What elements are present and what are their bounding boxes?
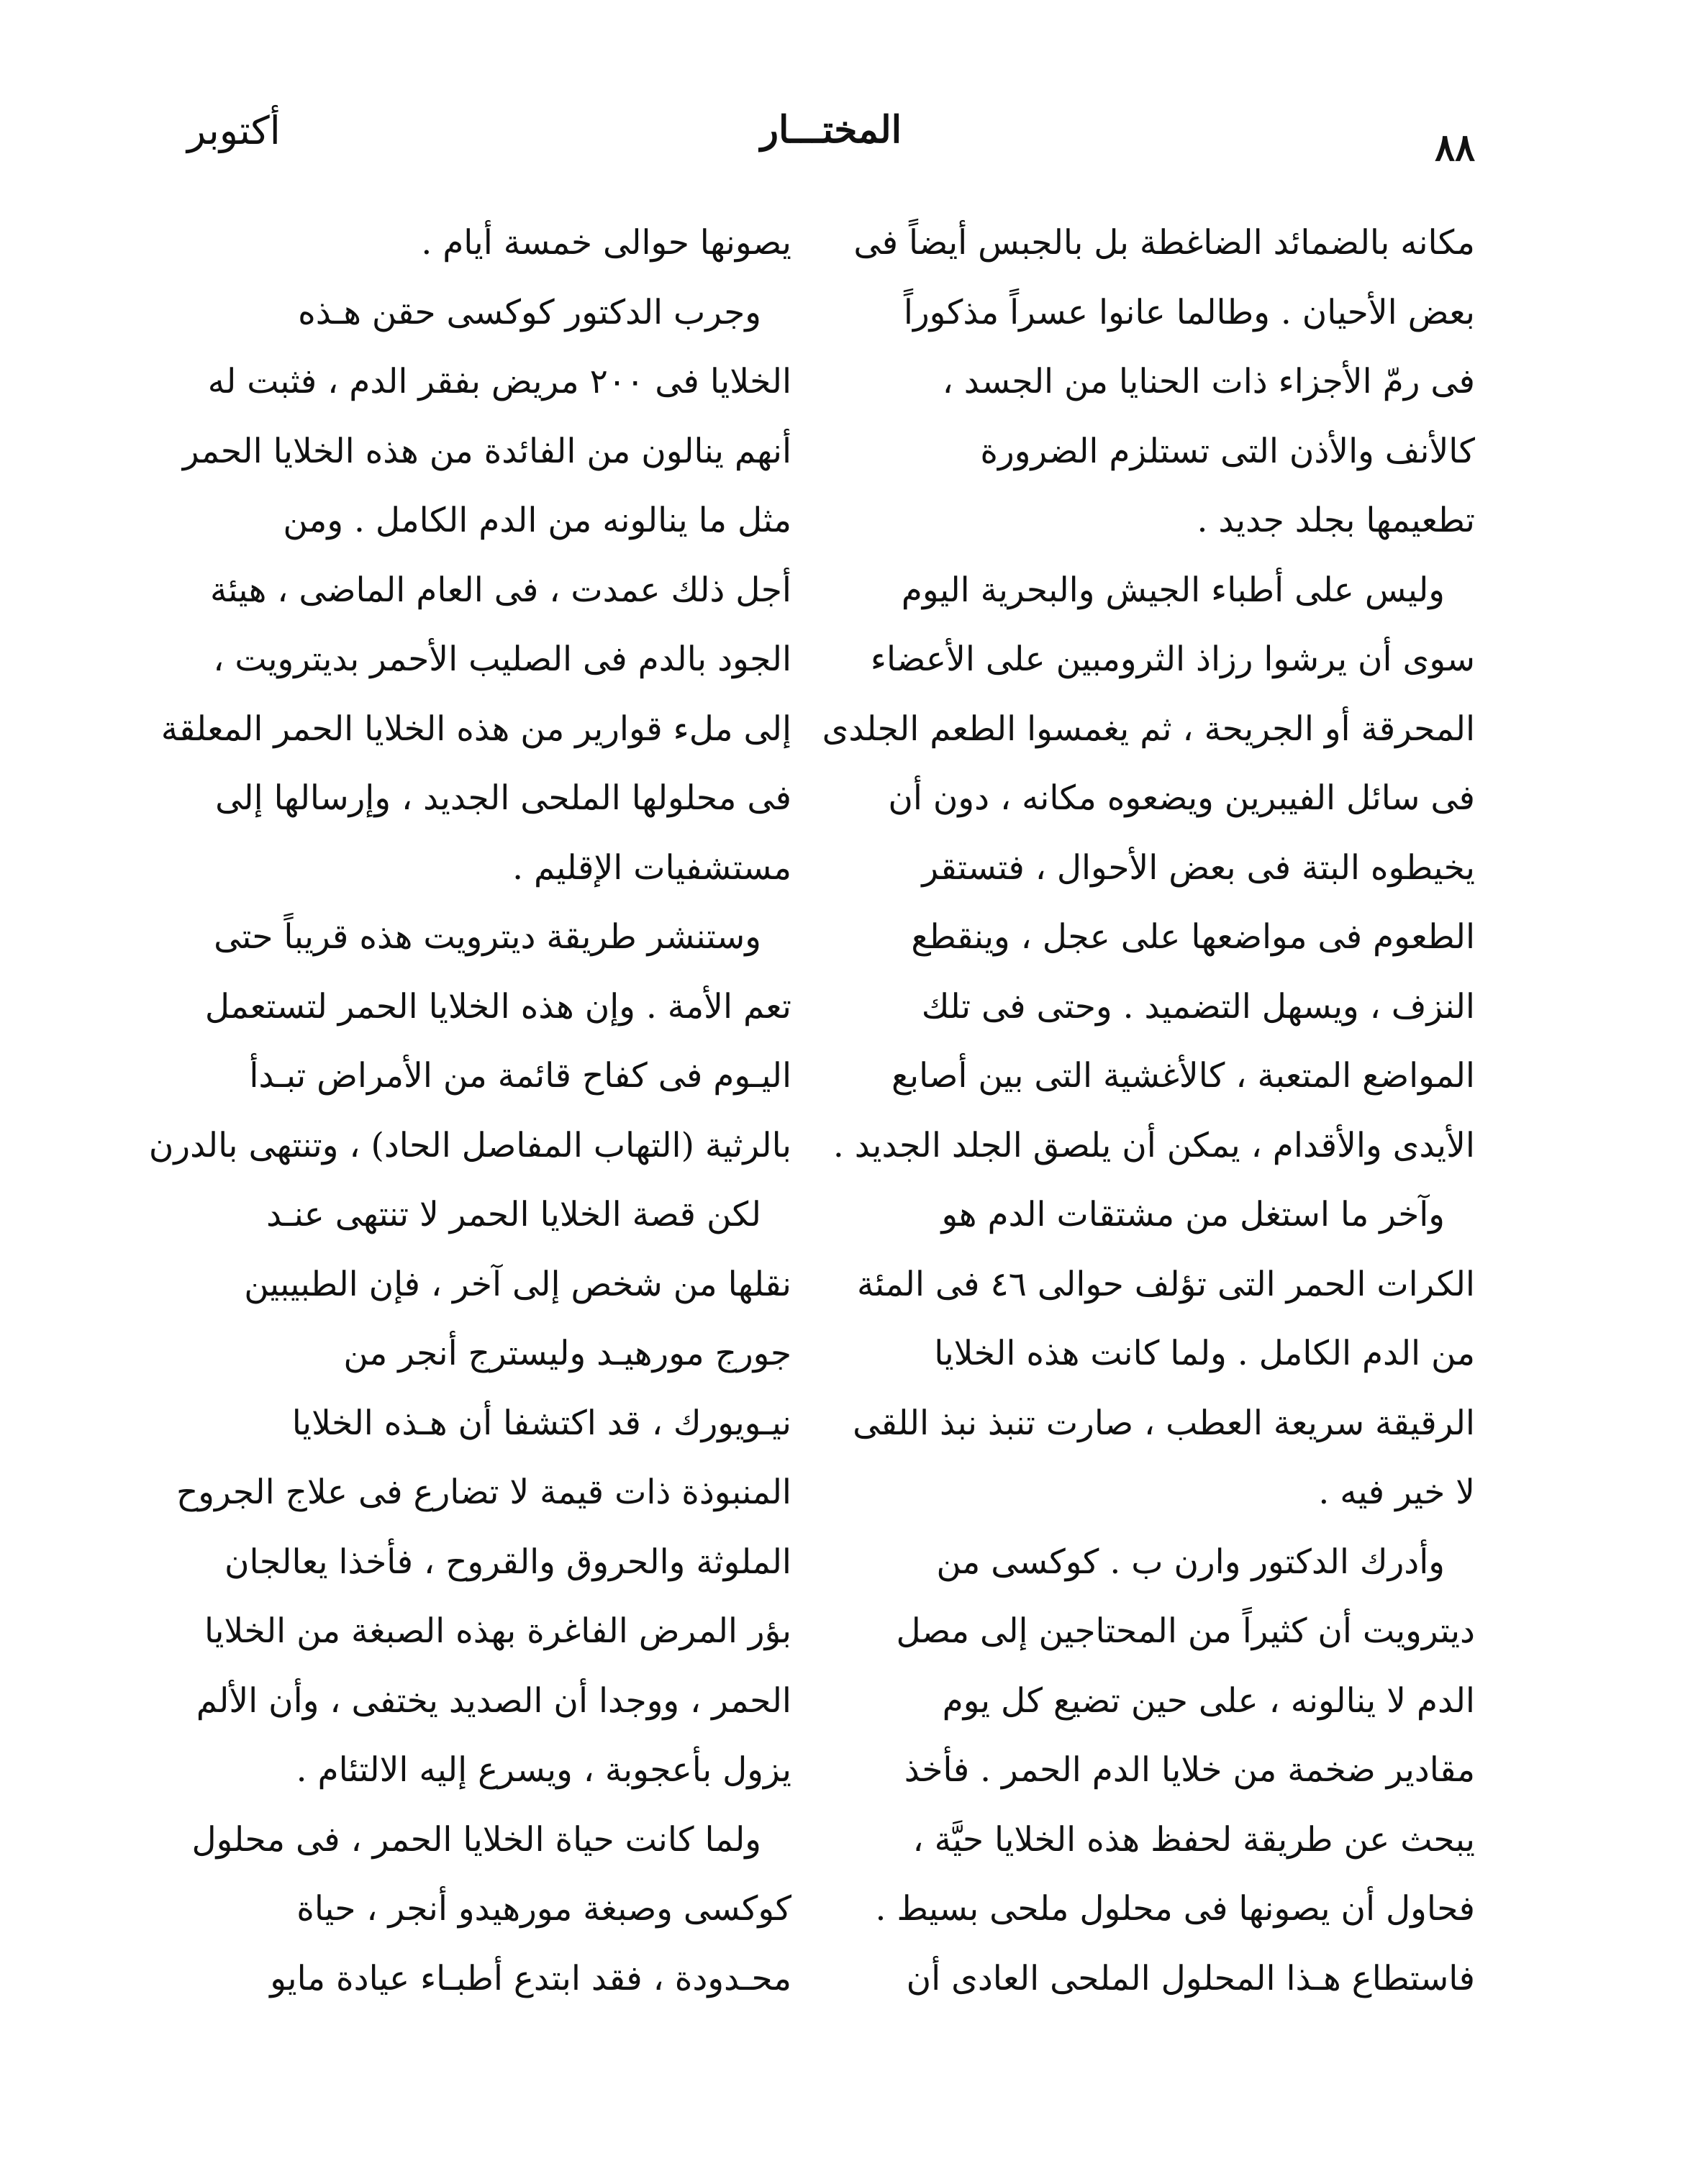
journal-title: المختـــار bbox=[760, 108, 902, 152]
text-line: نيـويورك ، قد اكتشفا أن هـذه الخلايا bbox=[291, 1403, 791, 1443]
text-line: الكرات الحمر التى تؤلف حوالى ٤٦ فى المئة bbox=[856, 1264, 1475, 1304]
text-line: كالأنف والأذن التى تستلزم الضرورة bbox=[980, 431, 1475, 471]
text-line: إلى ملء قوارير من هذه الخلايا الحمر المعلقة bbox=[160, 709, 791, 749]
page-header bbox=[187, 101, 1475, 180]
text-line: الخلايا فى ٢٠٠ مريض بفقر الدم ، فثبت له bbox=[207, 362, 791, 401]
text-line: الرقيقة سريعة العطب ، صارت تنبذ نبذ اللقى bbox=[853, 1403, 1475, 1443]
article-body bbox=[148, 209, 1475, 2007]
text-line: جورج مورهيـد وليسترج أنجر من bbox=[343, 1334, 791, 1373]
text-line: اليـوم فى كفاح قائمة من الأمراض تبـدأ bbox=[249, 1056, 791, 1096]
text-line: فى رمّ الأجزاء ذات الحنايا من الجسد ، bbox=[942, 362, 1475, 401]
text-line: تطعيمها بجلد جديد . bbox=[1197, 501, 1475, 540]
text-line: ولما كانت حياة الخلايا الحمر ، فى محلول bbox=[191, 1819, 761, 1860]
text-line: محـدودة ، فقد ابتدع أطبـاء عيادة مايو bbox=[270, 1958, 791, 1998]
text-line: يخيطوه البتة فى بعض الأحوال ، فتستقر bbox=[922, 847, 1475, 888]
text-line: المحرقة أو الجريحة ، ثم يغمسوا الطعم الجلدى bbox=[822, 709, 1475, 749]
text-line: لكن قصة الخلايا الحمر لا تنتهى عنـد bbox=[266, 1195, 761, 1234]
text-line: المواضع المتعبة ، كالأغشية التى بين أصابع bbox=[891, 1056, 1475, 1096]
text-line: نقلها من شخص إلى آخر ، فإن الطبيبين bbox=[244, 1264, 791, 1304]
text-line: الطعوم فى مواضعها على عجل ، وينقطع bbox=[911, 917, 1475, 957]
text-line: سوى أن يرشوا رزاذ الثرومبين على الأعضاء bbox=[870, 640, 1475, 679]
text-line: فى سائل الفيبرين ويضعوه مكانه ، دون أن bbox=[888, 778, 1475, 818]
text-line: أنهم ينالون من الفائدة من هذه الخلايا الحمر bbox=[182, 431, 791, 471]
text-line: النزف ، ويسهل التضميد . وحتى فى تلك bbox=[921, 986, 1475, 1027]
page-number: ٨٨ bbox=[1435, 126, 1475, 170]
text-line: مقادير ضخمة من خلايا الدم الحمر . فأخذ bbox=[904, 1750, 1475, 1790]
text-line: يزول بأعجوبة ، ويسرع إليه الالتئام . bbox=[296, 1750, 791, 1790]
text-line: يبحث عن طريقة لحفظ هذه الخلايا حيَّة ، bbox=[912, 1819, 1475, 1860]
text-line: فى محلولها الملحى الجديد ، وإرسالها إلى bbox=[215, 778, 791, 818]
text-line: كوكسى وصبغة مورهيدو أنجر ، حياة bbox=[296, 1889, 791, 1929]
text-line: وجرب الدكتور كوكسى حقن هـذه bbox=[298, 292, 761, 332]
text-line: لا خير فيه . bbox=[1318, 1473, 1475, 1512]
text-line: الجود بالدم فى الصليب الأحمر بديترويت ، bbox=[213, 640, 791, 679]
text-line: بؤر المرض الفاغرة بهذه الصبغة من الخلايا bbox=[204, 1611, 791, 1651]
text-line: فاستطاع هـذا المحلول الملحى العادى أن bbox=[906, 1958, 1475, 1998]
left-column bbox=[148, 209, 791, 2014]
text-line: وستنشر طريقة ديترويت هذه قريباً حتى bbox=[214, 917, 761, 957]
text-line: بعض الأحيان . وطالما عانوا عسراً مذكوراً bbox=[903, 292, 1475, 332]
text-line: بالرثية (التهاب المفاصل الحاد) ، وتنتهى بالدرن bbox=[148, 1125, 791, 1165]
text-line: مثل ما ينالونه من الدم الكامل . ومن bbox=[283, 501, 791, 540]
text-line: وليس على أطباء الجيش والبحرية اليوم bbox=[901, 570, 1445, 610]
text-line: الدم لا ينالونه ، على حين تضيع كل يوم bbox=[942, 1680, 1475, 1721]
text-line: تعم الأمة . وإن هذه الخلايا الحمر لتستعمل bbox=[204, 986, 791, 1027]
text-line: مكانه بالضمائد الضاغطة بل بالجبس أيضاً فى bbox=[853, 223, 1475, 263]
text-line: أجل ذلك عمدت ، فى العام الماضى ، هيئة bbox=[210, 570, 791, 610]
text-line: الملوثة والحروق والقروح ، فأخذا يعالجان bbox=[224, 1542, 791, 1582]
text-line: من الدم الكامل . ولما كانت هذه الخلايا bbox=[934, 1334, 1475, 1373]
text-line: المنبوذة ذات قيمة لا تضارع فى علاج الجروح bbox=[176, 1473, 791, 1512]
text-line: يصونها حوالى خمسة أيام . bbox=[421, 223, 791, 263]
text-line: وآخر ما استغل من مشتقات الدم هو bbox=[941, 1195, 1445, 1234]
text-line: مستشفيات الإقليم . bbox=[512, 847, 791, 888]
text-line: وأدرك الدكتور وارن ب . كوكسى من bbox=[936, 1542, 1445, 1582]
issue-month: أكتوبر bbox=[187, 108, 281, 153]
right-column bbox=[822, 209, 1475, 2014]
text-line: الأيدى والأقدام ، يمكن أن يلصق الجلد الجديد . bbox=[832, 1125, 1475, 1165]
text-line: ديترويت أن كثيراً من المحتاجين إلى مصل bbox=[896, 1611, 1475, 1651]
text-line: الحمر ، ووجدا أن الصديد يختفى ، وأن الألم bbox=[196, 1680, 791, 1721]
text-line: فحاول أن يصونها فى محلول ملحى بسيط . bbox=[875, 1889, 1475, 1929]
